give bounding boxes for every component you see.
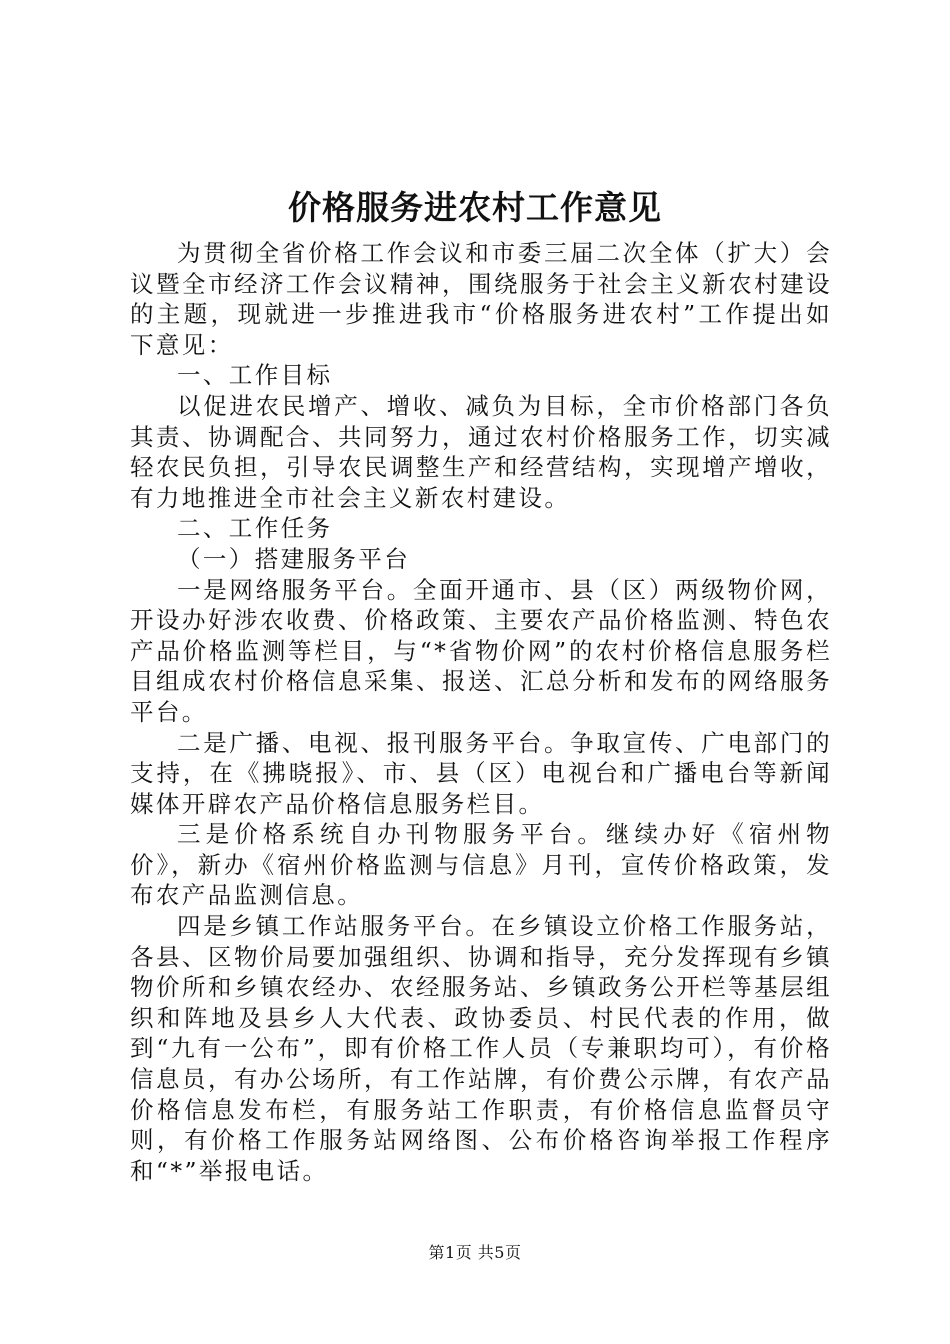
paragraph-network-platform: 一是网络服务平台。全面开通市、县（区）两级物价网，开设办好涉农收费、价格政策、主要农产品价格监测、特色农产品价格监测等栏目，与“*省物价网”的农村价格信息服务栏目组成农村价格信息采集、报送、汇总分析和发布的网络服务平台。 [130,575,832,726]
paragraph-publication-platform: 三是价格系统自办刊物服务平台。继续办好《宿州物价》，新办《宿州价格监测与信息》月刊，宣传价格政策，发布农产品监测信息。 [130,820,832,910]
paragraph-intro: 为贯彻全省价格工作会议和市委三届二次全体（扩大）会议暨全市经济工作会议精神，围绕服务于社会主义新农村建设的主题，现就进一步推进我市“价格服务进农村”工作提出如下意见： [130,239,832,359]
document-title: 价格服务进农村工作意见 [288,188,662,227]
subsection-heading-platform: （一）搭建服务平台 [177,544,411,573]
paragraph-township-platform: 四是乡镇工作站服务平台。在乡镇设立价格工作服务站，各县、区物价局要加强组织、协调和指导，充分发挥现有乡镇物价所和乡镇农经办、农经服务站、乡镇政务公开栏等基层组织和阵地及县乡人大代表、政协委员、村民代表的作用，做到“九有一公布”，即有价格工作人员（专兼职均可），有价格信息员，有办公场所，有工作站牌，有价费公示牌，有农产品价格信息发布栏，有服务站工作职责，有价格信息监督员守则，有价格工作服务站网络图、公布价格咨询举报工作程序和“*”举报电话。 [130,912,832,1185]
page-footer: 第1页 共5页 [428,1243,522,1262]
paragraph-media-platform: 二是广播、电视、报刊服务平台。争取宣传、广电部门的支持，在《拂晓报》、市、县（区）电视台和广播电台等新闻媒体开辟农产品价格信息服务栏目。 [130,728,832,818]
section-heading-tasks: 二、工作任务 [177,514,333,543]
document-body [130,238,832,1186]
section-heading-goals: 一、工作目标 [177,361,333,390]
paragraph-goals: 以促进农民增产、增收、减负为目标，全市价格部门各负其责、协调配合、共同努力，通过农村价格服务工作，切实减轻农民负担，引导农民调整生产和经营结构，实现增产增收，有力地推进全市社会主义新农村建设。 [130,391,832,512]
